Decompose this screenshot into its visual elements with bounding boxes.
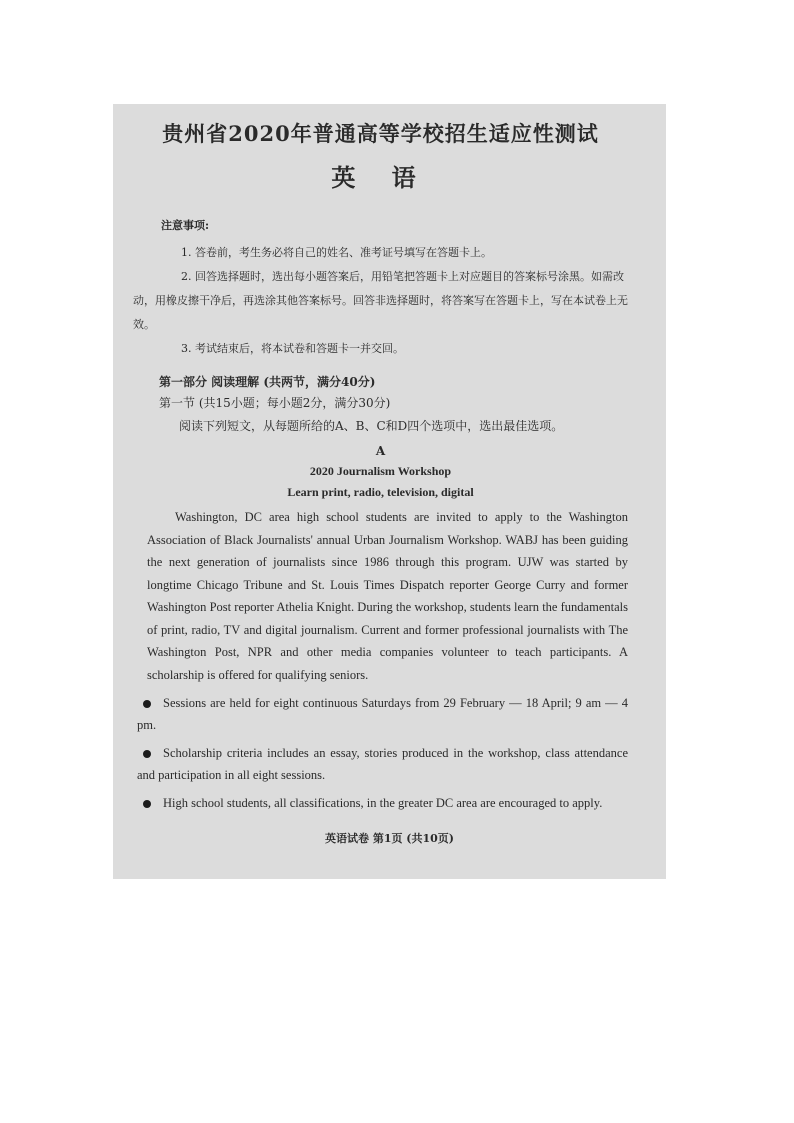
- passage-paragraph: Washington, DC area high school students are invited to apply to the Washington Association of Black Journalists' annual Urban Journalism Workshop. WABJ has been guiding the next generation of journalists since 1986 through this program. UJW was started by longtime Chicago Tribune and St. Louis Times Dispatch reporter George Curry and former Washington Post reporter Athelia Knight. During the workshop, students learn the fundamentals of print, radio, TV and digital journalism. Current and former professional journalists with The Washington Post, NPR and other media companies volunteer to teach participants. A scholarship is offered for qualifying seniors.: [147, 510, 628, 682]
- part-heading: 第一部分 阅读理解 (共两节，满分40分): [159, 375, 376, 389]
- bullet-item: [137, 692, 628, 736]
- bullet-text: Scholarship criteria includes an essay, stories produced in the workshop, class attendance and participation in all eight sessions.: [137, 746, 628, 782]
- bullet-item: [137, 792, 628, 814]
- notice-heading: 注意事项:: [161, 219, 210, 232]
- page-footer: 英语试卷 第1页 (共10页): [324, 832, 455, 845]
- passage-letter: A: [375, 444, 386, 458]
- passage-subtitle: Learn print, radio, television, digital: [287, 485, 474, 499]
- notice-item-2: 2. 回答选择题时，选出每小题答案后，用铅笔把答题卡上对应题目的答案标号涂黑。如需改动，用橡皮擦干净后，再选涂其他答案标号。回答非选择题时，将答案写在答题卡上，写在本试卷上无效。: [133, 270, 628, 331]
- bullet-dot-icon: [143, 750, 151, 758]
- bullet-text: Sessions are held for eight continuous Saturdays from 29 February — 18 April; 9 am — 4 pm.: [137, 696, 628, 732]
- notice-item-1: 1. 答卷前，考生务必将自己的姓名、准考证号填写在答题卡上。: [181, 246, 492, 259]
- bullet-dot-icon: [143, 800, 151, 808]
- exam-page: [113, 104, 666, 879]
- bullet-dot-icon: [143, 700, 151, 708]
- subject-title: 英 语: [331, 163, 430, 192]
- section-heading: 第一节 (共15小题；每小题2分，满分30分): [159, 396, 391, 410]
- exam-title: 贵州省2020年普通高等学校招生适应性测试: [162, 121, 599, 146]
- passage-title: 2020 Journalism Workshop: [309, 464, 452, 478]
- bullet-text: High school students, all classifications, in the greater DC area are encouraged to apply.: [163, 796, 603, 810]
- bullet-item: [137, 742, 628, 786]
- notice-item-3: 3. 考试结束后，将本试卷和答题卡一并交回。: [181, 342, 404, 355]
- reading-instruction: 阅读下列短文，从每题所给的A、B、C和D四个选项中，选出最佳选项。: [179, 419, 564, 433]
